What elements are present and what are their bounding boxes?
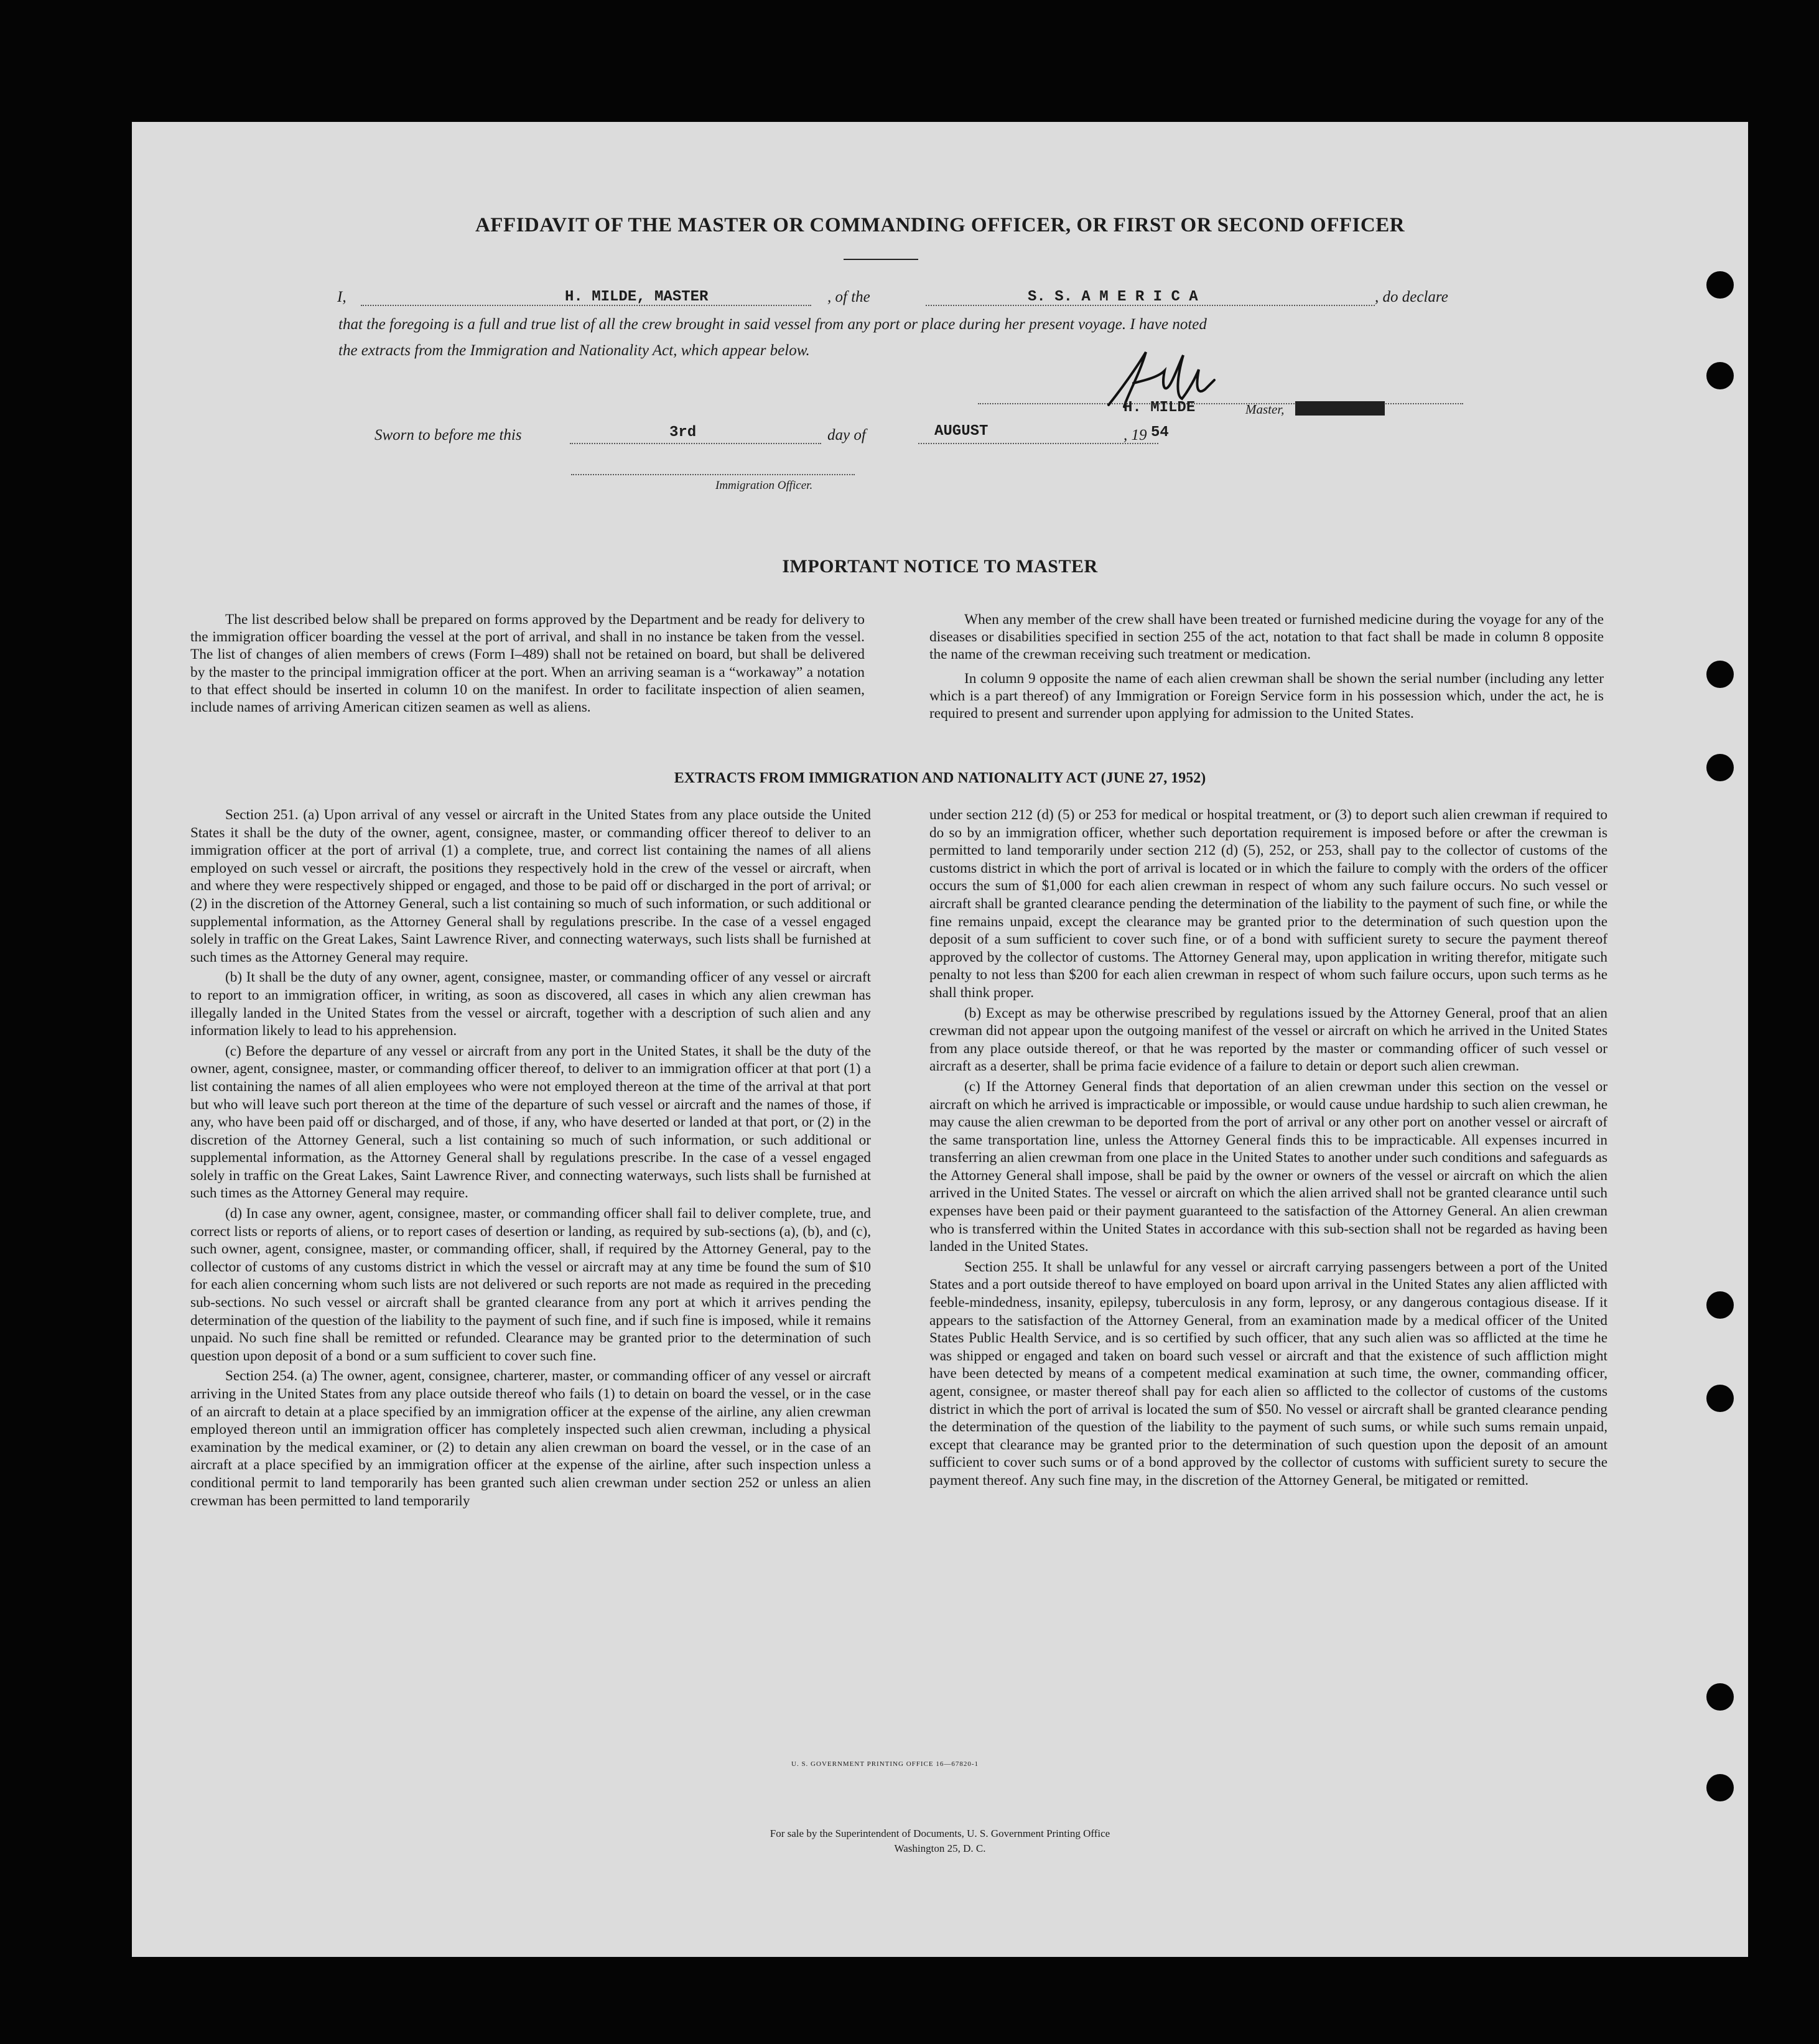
punch-hole <box>1706 1683 1734 1711</box>
extract-left-paragraph: (b) It shall be the duty of any owner, agent, consignee, master, or commanding officer of any vessel or aircraft to report to an immigration officer, in writing, as soon as discovered, all cases in which any alien crewman has illegally landed in the United States from the vessel or aircraft, together with a description of such alien and any information likely to lead to his apprehension. <box>190 969 871 1039</box>
extract-right-paragraph: (b) Except as may be otherwise prescribed by regulations issued by the Attorney General, proof that an alien crewman did not appear upon the outgoing manifest of the vessel or aircraft on which he arrived in the United States from any place outside thereof, or that he was reported by the master or commanding officer of such vessel or aircraft as a deserter, shall be prima facie evidence of a failure to detain or deport such alien crewman. <box>929 1005 1607 1075</box>
master-name: H. MILDE, MASTER <box>565 289 709 305</box>
do-declare-label: , do declare <box>1375 289 1448 305</box>
punch-hole <box>1706 1774 1734 1801</box>
extract-left-paragraph: (d) In case any owner, agent, consignee, master, or commanding officer shall fail to deliver complete, true, and correct lists or reports of aliens, or to report cases of desertion or landing, as required by sub-sections (a), (b), and (c), such owner, agent, consignee, master, or commanding officer, shall, if required by the Attorney General, pay to the collector of customs of any customs district in which the vessel or aircraft may at any time be found the sum of $10 for each alien concerning whom such lists are not delivered or such reports are not made as required in the preceding sub-sections. No such vessel or aircraft shall be granted clearance from any port at which it arrives pending the determination of the question of the liability to the payment of such fine, and if such fine is imposed, while it remains unpaid. No such fine shall be remitted or refunded. Clearance may be granted prior to the determination of such question upon deposit of a bond or a sum sufficient to cover such fine. <box>190 1205 871 1364</box>
signer-typed-name: H. MILDE <box>1124 399 1196 416</box>
year-suffix: 54 <box>1151 424 1169 441</box>
affidavit-title: AFFIDAVIT OF THE MASTER OR COMMANDING OFFICER, OR FIRST OR SECOND OFFICER <box>475 214 1405 236</box>
punch-hole <box>1706 271 1734 299</box>
extract-left-paragraph: (c) Before the departure of any vessel or aircraft from any port in the United States, it shall be the duty of the owner, agent, consignee, master, or commanding officer thereof, to deliver to an immigration officer at that port (1) a list containing the names of all alien employees who were not employed thereon at the time of the arrival at that port but who will leave such port thereon at the time of the departure of such vessel or aircraft and the names of those, if any, who have been paid off or discharged, and of those, if any, who have deserted or landed at that port, or (2) in the discretion of the Attorney General, such a list containing so much of such information, or such additional or supplemental information, as the Attorney General shall by regulations prescribe. In the case of a vessel engaged solely in traffic on the Great Lakes, Saint Lawrence River, and connecting waterways, such lists shall be furnished at such times as the Attorney General may require. <box>190 1043 871 1202</box>
punch-hole <box>1706 362 1734 389</box>
extracts-title: EXTRACTS FROM IMMIGRATION AND NATIONALITY ACT (JUNE 27, 1952) <box>674 770 1206 786</box>
i-label: I, <box>337 289 347 305</box>
of-the-label: , of the <box>827 289 870 305</box>
extract-left-paragraph: Section 251. (a) Upon arrival of any vessel or aircraft in the United States from any place outside the United States it shall be the duty of the owner, agent, consignee, master, or commanding officer thereof to deliver to an immigration officer at the port of arrival (1) a complete, true, and correct list containing the names of all aliens employed on such vessel or aircraft, the positions they respectively hold in the crew of the vessel or aircraft, when and where they were respectively shipped or engaged, and those to be paid off or discharged in the port of arrival; or (2) in the discretion of the Attorney General, such a list containing so much of such information, or such additional or supplemental information, as the Attorney General shall by regulations prescribe. In the case of a vessel engaged solely in traffic on the Great Lakes, Saint Lawrence River, and connecting waterways, such lists shall be furnished at such times as the Attorney General may require. <box>190 807 871 965</box>
printing-office-line: U. S. GOVERNMENT PRINTING OFFICE 16—67820-1 <box>791 1760 979 1768</box>
notice-right-column <box>929 611 1604 725</box>
immigration-officer-line <box>571 474 855 475</box>
sworn-day: 3rd <box>669 424 697 441</box>
sale-line-1: For sale by the Superintendent of Documents, U. S. Government Printing Office <box>770 1828 1110 1839</box>
declaration-line-2: the extracts from the Immigration and Nationality Act, which appear below. <box>338 342 810 359</box>
master-label: Master, <box>1245 402 1285 417</box>
month-dotted-line <box>918 443 1158 444</box>
punch-hole <box>1706 1291 1734 1319</box>
extract-right-paragraph: under section 212 (d) (5) or 253 for medical or hospital treatment, or (3) to deport such alien crewman if required to do so by an immigration officer, whether such deportation requirement is imposed before or after the crewman is permitted to land temporarily under section 212 (d) (5), 252, or 253, shall pay to the collector of customs of the customs district in which the port of arrival is located or in which the failure to comply with the orders of the officer occurs the sum of $1,000 for each alien crewman in respect of whom any such failure occurs. No such vessel or aircraft shall be granted clearance pending the determination of the liability to the payment of such fine, or while the fine remains unpaid, except the clearance may be granted prior to the determination of such question upon the deposit of a sum sufficient to cover such fine, or of a bond with sufficient surety to secure the payment thereof approved by the collector of customs. The Attorney General may, upon application in writing therefor, mitigate such penalty to not less than $200 for each alien crewman in respect of whom such failure occurs, upon such terms as he shall think proper. <box>929 807 1607 1001</box>
sworn-month: AUGUST <box>934 423 989 440</box>
punch-hole <box>1706 1385 1734 1412</box>
extracts-right-column <box>929 806 1607 1492</box>
year-prefix: , 19 <box>1124 427 1147 444</box>
sale-line-2: Washington 25, D. C. <box>894 1842 986 1854</box>
title-rule <box>844 259 918 260</box>
document-page <box>132 122 1748 1957</box>
day-dotted-line <box>570 443 821 444</box>
declaration-line-1: that the foregoing is a full and true list of all the crew brought in said vessel from any port or place during her present voyage. I have noted <box>338 316 1207 333</box>
notice-title: IMPORTANT NOTICE TO MASTER <box>782 556 1098 577</box>
punch-hole <box>1706 661 1734 688</box>
notice-left-paragraph: The list described below shall be prepared on forms approved by the Department and be ready for delivery to the immigration officer boarding the vessel at the port of arrival, and shall in no instance be taken from the vessel. The list of changes of alien members of crews (Form I–489) shall not be retained on board, but shall be delivered by the master to the principal immigration officer at the port. When an arriving seaman is a “workaway” a notation to that effect should be inserted in column 10 on the manifest. In order to facilitate inspection of alien seamen, include names of arriving American citizen seamen as well as aliens. <box>190 611 865 716</box>
day-of-label: day of <box>827 427 866 444</box>
struck-through-text: XXXXXXXXXXXX <box>1295 401 1385 416</box>
extracts-left-column <box>190 806 871 1512</box>
extract-right-paragraph: (c) If the Attorney General finds that deportation of an alien crewman under this section on the vessel or aircraft on which he arrived is impracticable or impossible, or would cause undue hardship to such alien crewman, he may cause the alien crewman to be deported from the port of arrival or any other port on another vessel or aircraft of the same transportation line, unless the Attorney General finds this to be impracticable. All expenses incurred in transferring an alien crewman from one place in the United States to another under such conditions and safeguards as the Attorney General shall impose, shall be paid by the owner or owners of the vessel or aircraft on which the alien arrived in the United States. The vessel or aircraft on which the alien arrived shall not be granted clearance until such expenses have been paid or their payment guaranteed to the satisfaction of the Attorney General. An alien crewman who is transferred within the United States in accordance with this sub-section shall not be regarded as having been landed in the United States. <box>929 1078 1607 1255</box>
immigration-officer-label: Immigration Officer. <box>715 479 813 492</box>
extract-left-paragraph: Section 254. (a) The owner, agent, consignee, charterer, master, or commanding officer of any vessel or aircraft arriving in the United States from any place outside thereof who fails (1) to detain on board the vessel, or in the case of an aircraft to detain at a place specified by an immigration officer at the expense of the airline, any alien crewman employed thereon until an immigration officer has completely inspected such alien crewman, including a physical examination by the medical examiner, or (2) to detain any alien crewman on board the vessel, or in the case of an aircraft at a place specified by an immigration officer at the expense of the airline, after such inspection unless a conditional permit to land temporarily has been granted such alien crewman under section 252 or unless an alien crewman has been permitted to land temporarily <box>190 1368 871 1509</box>
notice-left-column <box>190 611 865 718</box>
sworn-label: Sworn to before me this <box>374 427 522 444</box>
notice-right-paragraph-1: When any member of the crew shall have been treated or furnished medicine during the voyage for any of the diseases or disabilities specified in section 255 of the act, notation to that fact shall be made in column 8 opposite the name of the crewman receiving such treatment or medication. <box>929 611 1604 663</box>
vessel-name: S. S. A M E R I C A <box>1028 289 1198 305</box>
extract-right-paragraph: Section 255. It shall be unlawful for any vessel or aircraft carrying passengers between a port of the United States and a port outside thereof to have employed on board upon arrival in the United States any alien afflicted with feeble-mindedness, insanity, epilepsy, tuberculosis in any form, leprosy, or any dangerous contagious disease. If it appears to the satisfaction of the Attorney General, from an examination made by a medical officer of the United States Public Health Service, and is so certified by such officer, that any such alien was so afflicted at the time he was shipped or engaged and taken on board such vessel or aircraft and that the existence of such affliction might have been detected by means of a competent medical examination at such time, the owner, commanding officer, agent, consignee, or master thereof shall pay for each alien so afflicted to the collector of customs of the customs district in which the port of arrival is located the sum of $50. No vessel or aircraft shall be granted clearance pending the determination of the question of the liability to the payment of such sums, or while such sums remain unpaid, except that clearance may be granted prior to the determination of such question upon the deposit of an amount sufficient to cover such sums or of a bond approved by the collector of customs with sufficient surety to secure the payment thereof. Any such fine may, in the discretion of the Attorney General, be mitigated or remitted. <box>929 1258 1607 1489</box>
notice-right-paragraph-2: In column 9 opposite the name of each alien crewman shall be shown the serial number (including any letter which is a part thereof) of any Immigration or Foreign Service form in his possession which, under the act, he is required to present and surrender upon applying for admission to the United States. <box>929 670 1604 722</box>
